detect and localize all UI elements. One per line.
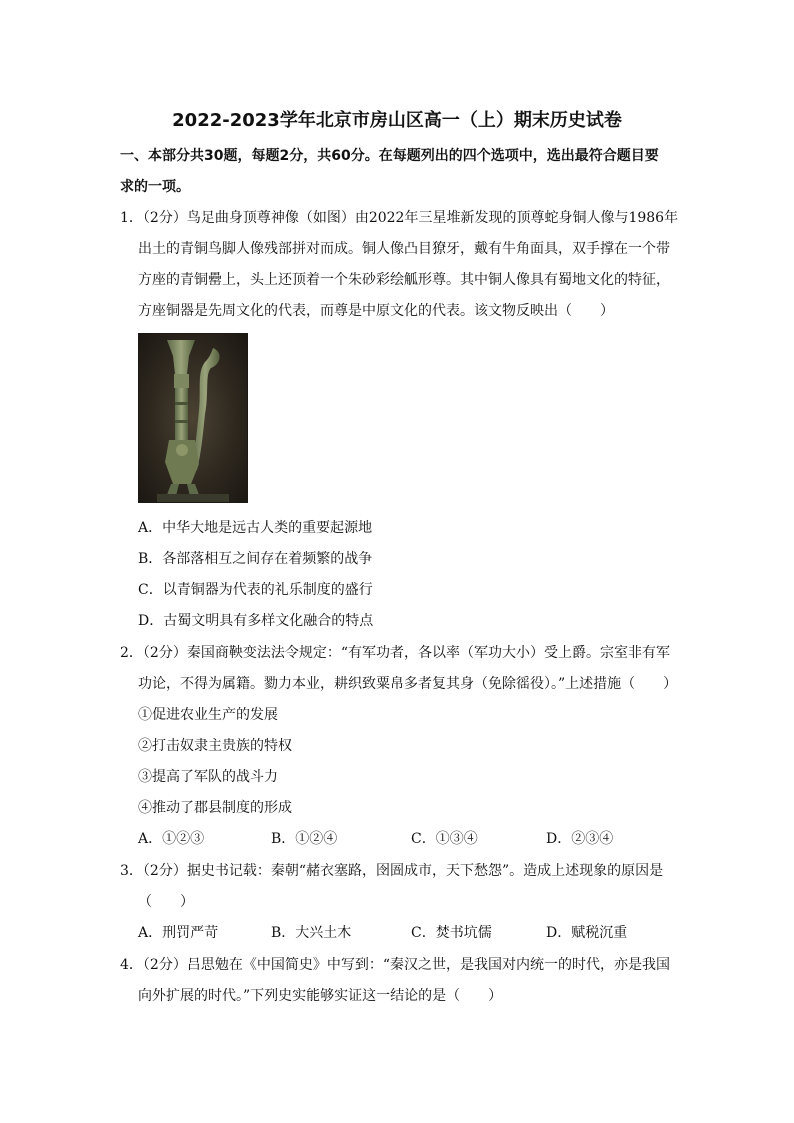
q1-option-b[interactable]: B．各部落相互之间存在着频繁的战争 bbox=[138, 551, 373, 567]
page-title: 2022-2023学年北京市房山区高一（上）期末历史试卷 bbox=[172, 110, 622, 131]
q2-options-row bbox=[138, 829, 658, 849]
q3-option-d[interactable]: D．赋税沉重 bbox=[546, 925, 628, 941]
q2-stem-line1: 2．（2分）秦国商鞅变法法令规定：“有军功者，各以率（军功大小）受上爵。宗室非有军 bbox=[120, 645, 670, 661]
q2-statement-2: ②打击奴隶主贵族的特权 bbox=[138, 738, 292, 754]
bronze-statue-image bbox=[139, 334, 247, 502]
q3-options-row bbox=[138, 923, 658, 943]
q1-option-d[interactable]: D．古蜀文明具有多样文化融合的特点 bbox=[138, 613, 374, 629]
section-instruction-line2: 求的一项。 bbox=[120, 179, 190, 195]
q3-stem-line1: 3．（2分）据史书记载：秦朝“赭衣塞路，囹圄成市，天下愁怨”。造成上述现象的原因是 bbox=[120, 863, 664, 879]
q4-stem-line2: 向外扩展的时代。”下列史实能够实证这一结论的是（ ） bbox=[138, 988, 503, 1004]
q2-option-a[interactable]: A．①②③ bbox=[138, 831, 205, 847]
q1-stem-line3: 方座的青铜罍上，头上还顶着一个朱砂彩绘觚形尊。其中铜人像具有蜀地文化的特征， bbox=[138, 272, 670, 288]
q1-option-a[interactable]: A．中华大地是远古人类的重要起源地 bbox=[138, 520, 373, 536]
q1-stem-line1: 1．（2分）鸟足曲身顶尊神像（如图）由2022年三星堆新发现的顶尊蛇身铜人像与1986年 bbox=[120, 210, 679, 226]
q2-option-b[interactable]: B．①②④ bbox=[271, 831, 338, 847]
q2-option-c[interactable]: C．①③④ bbox=[411, 831, 478, 847]
q3-option-a[interactable]: A．刑罚严苛 bbox=[138, 925, 219, 941]
q3-stem-line2: （ ） bbox=[138, 894, 194, 910]
q2-stem-line2: 功论，不得为属籍。勠力本业，耕织致粟帛多者复其身（免除徭役）。”上述措施（ ） bbox=[138, 676, 678, 692]
q1-stem-line2: 出土的青铜鸟脚人像残部拼对而成。铜人像凸目獠牙，戴有牛角面具，双手撑在一个带 bbox=[138, 241, 670, 257]
q3-option-b[interactable]: B．大兴土木 bbox=[271, 925, 352, 941]
q2-statement-3: ③提高了军队的战斗力 bbox=[138, 769, 278, 785]
q2-statement-4: ④推动了郡县制度的形成 bbox=[138, 800, 292, 816]
q1-stem-line4: 方座铜器是先周文化的代表，而尊是中原文化的代表。该文物反映出（ ） bbox=[138, 303, 614, 319]
q4-stem-line1: 4．（2分）吕思勉在《中国简史》中写到：“秦汉之世，是我国对内统一的时代，亦是我国 bbox=[120, 957, 670, 973]
q2-statement-1: ①促进农业生产的发展 bbox=[138, 707, 278, 723]
q2-option-d[interactable]: D．②③④ bbox=[546, 831, 614, 847]
q1-option-c[interactable]: C．以青铜器为代表的礼乐制度的盛行 bbox=[138, 582, 373, 598]
bronze-figure-photo bbox=[138, 333, 248, 503]
section-instruction-line1: 一、本部分共30题，每题2分，共60分。在每题列出的四个选项中，选出最符合题目要 bbox=[120, 148, 659, 164]
q3-option-c[interactable]: C．焚书坑儒 bbox=[411, 925, 492, 941]
